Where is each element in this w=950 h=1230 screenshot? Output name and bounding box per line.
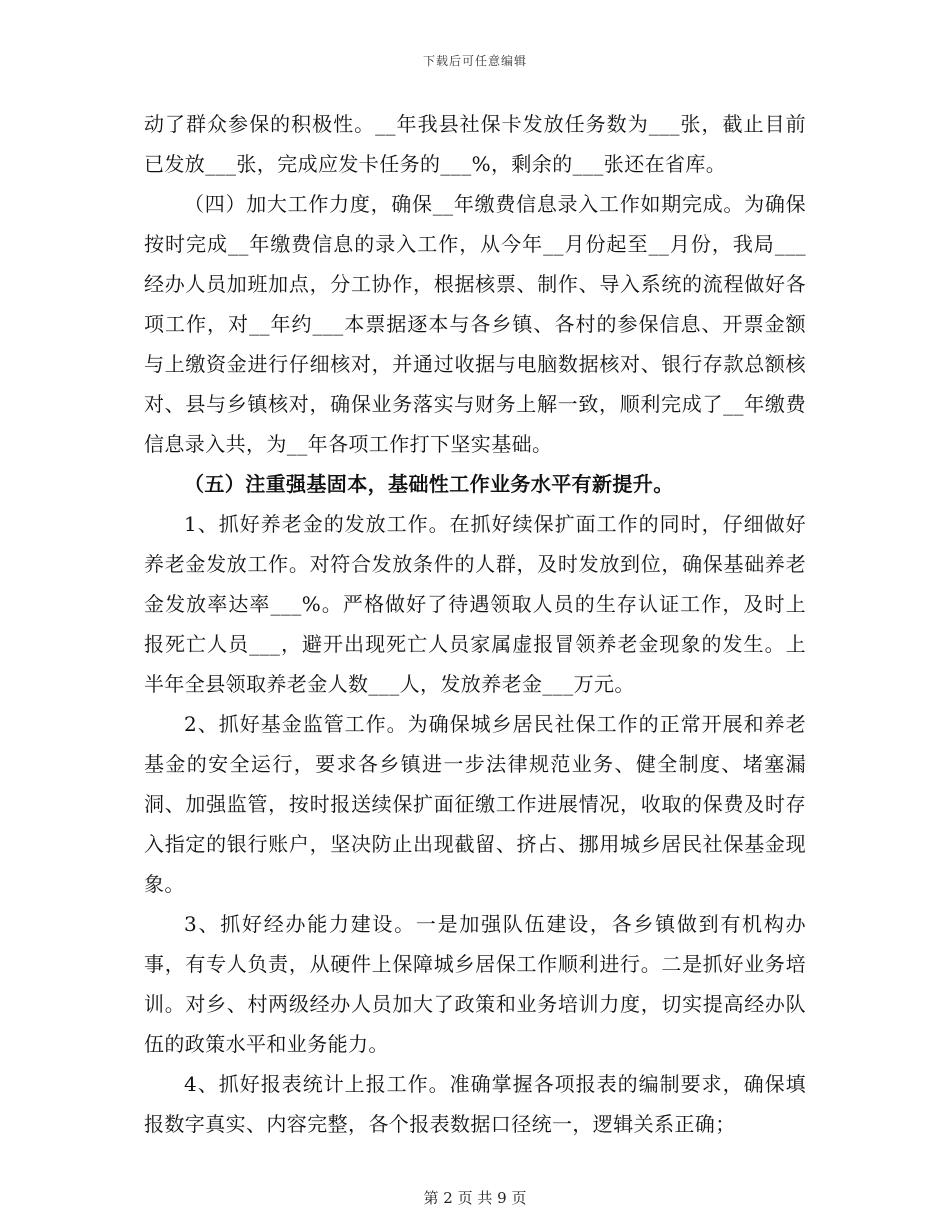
section-heading-five: （五）注重强基固本，基础性工作业务水平有新提升。 [184,472,674,496]
paragraph-item-1: 1、抓好养老金的发放工作。在抓好续保扩面工作的同时，仔细做好养老金发放工作。对符合发放条件的人群，及时发放到位，确保基础养老金发放率达率___%。严格做好了待遇领取人员的生存认证工作，及时上报死亡人员___，避开出现死亡人员家属虚报冒领养老金现象的发生。上半年全县领取养老金人数___人，发放养老金___万元。 [144,512,806,696]
paragraph-continuation: 动了群众参保的积极性。__年我县社保卡发放任务数为___张，截止目前已发放___张，完成应发卡任务的___%，剩余的___张还在省库。 [144,112,806,176]
page-number: 第 2 页 共 9 页 [423,1189,527,1207]
page-header: 下载后可任意编辑 [422,54,527,68]
paragraph-item-3: 3、抓好经办能力建设。一是加强队伍建设，各乡镇做到有机构办事，有专人负责，从硬件上保障城乡居保工作顺利进行。二是抓好业务培训。对乡、村两级经办人员加大了政策和业务培训力度，切实提高经办队伍的政策水平和业务能力。 [144,912,806,1056]
paragraph-section-four: （四）加大工作力度，确保__年缴费信息录入工作如期完成。为确保按时完成__年缴费信息的录入工作，从今年__月份起至__月份，我局___经办人员加班加点，分工协作，根据核票、制作、导入系统的流程做好各项工作，对__年约___本票据逐本与各乡镇、各村的参保信息、开票金额与上缴资金进行仔细核对，并通过收据与电脑数据核对、银行存款总额核对、县与乡镇核对，确保业务落实与财务上解一致，顺利完成了__年缴费信息录入共，为__年各项工作打下坚实基础。 [144,192,806,456]
paragraph-item-2: 2、抓好基金监管工作。为确保城乡居民社保工作的正常开展和养老基金的安全运行，要求各乡镇进一步法律规范业务、健全制度、堵塞漏洞、加强监管，按时报送续保扩面征缴工作进展情况，收取的保费及时存入指定的银行账户，坚决防止出现截留、挤占、挪用城乡居民社保基金现象。 [144,712,806,896]
paragraph-item-4: 4、抓好报表统计上报工作。准确掌握各项报表的编制要求，确保填报数字真实、内容完整，各个报表数据口径统一，逻辑关系正确； [144,1072,806,1136]
document-body [144,104,806,1144]
